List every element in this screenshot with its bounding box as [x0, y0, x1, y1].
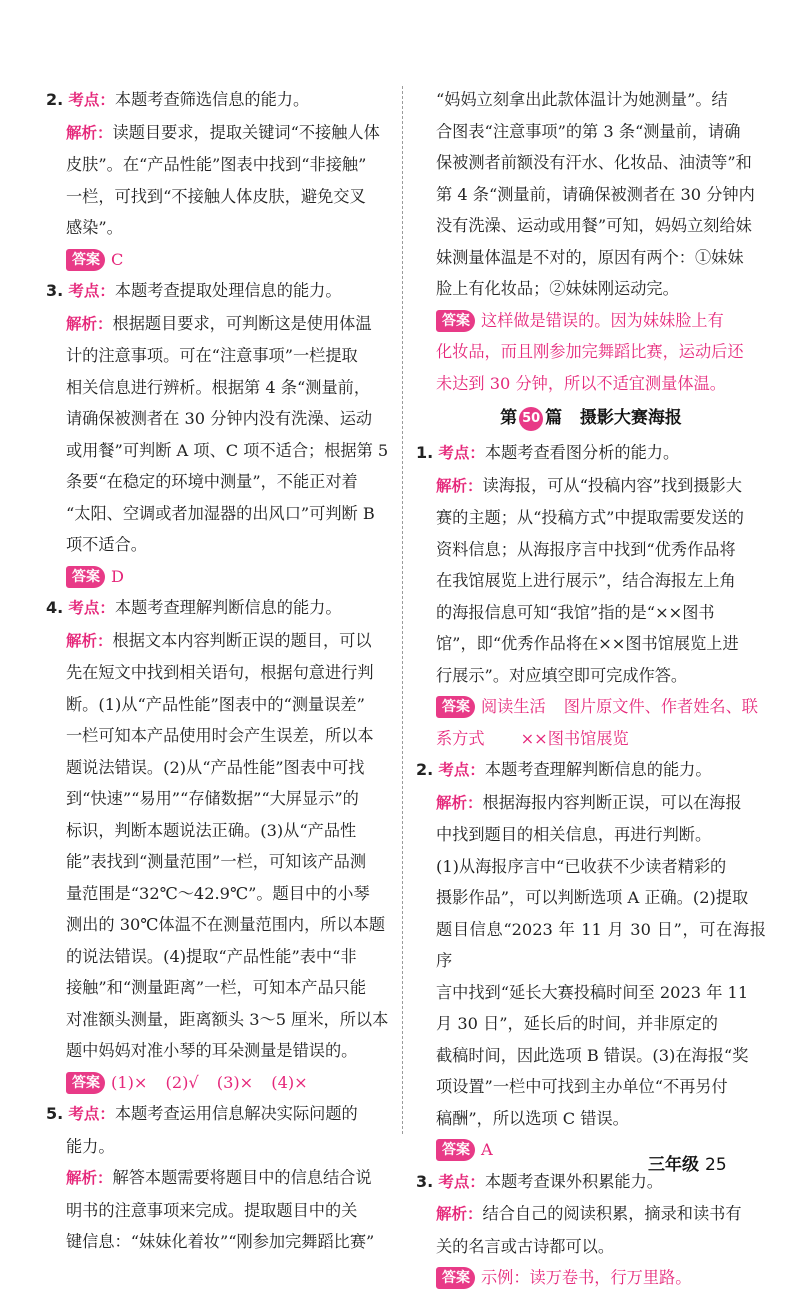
answer-text: C — [111, 249, 124, 269]
question-5-continued: “妈妈立刻拿出此款体温计为她测量”。结 合图表“注意事项”的第 3 条“测量前，请确 保被测者前额没有汗水、化妆品、油渍等”和 第 4 条“测量前，请确保被测者在 30 分钟内 没有洗澡、运动或用餐”可知，妈妈立刻给妹 妹测量体温是不对的，原因有两个：①妹妹 脸上有化妆品；②妹妹刚运动完。 答案 这样做是错误的。因为妹妹脸上有 化妆品，而且刚参加完舞蹈比赛，运动后还 未达到 30 分钟，所以不适宜测量体温。 — [436, 90, 755, 393]
answer-badge: 答案 — [66, 566, 105, 588]
answer-badge: 答案 — [436, 1139, 475, 1161]
question-2: 2. 考点：本题考查筛选信息的能力。 解析：读题目要求，提取关键词“不接触人体 皮肤”。在“产品性能”图表中找到“非接触” 一栏，可找到“不接触人体皮肤，避免交叉 感染”。 答案 C — [46, 90, 380, 269]
section-number-badge: 50 — [519, 407, 543, 431]
answer-badge: 答案 — [436, 1267, 475, 1289]
page-number: 25 — [705, 1155, 727, 1175]
grade-label: 三年级 — [648, 1155, 699, 1175]
right-column — [416, 84, 766, 1294]
answer-text: D — [111, 566, 124, 586]
answer-badge: 答案 — [66, 249, 105, 271]
answer-badge: 答案 — [436, 310, 475, 332]
left-column — [46, 84, 392, 1258]
section-title: 第 50 篇 摄影大赛海报 — [416, 399, 766, 437]
column-divider — [402, 86, 403, 1134]
answer-badge: 答案 — [436, 696, 475, 718]
question-4: 4. 考点：本题考查理解判断信息的能力。 解析：根据文本内容判断正误的题目，可以 先在短文中找到相关语句，根据句意进行判 断。(1)从“产品性能”图表中的“测量误差” 一栏可知本产品使用时会产生误差，所以本 题说法错误。(2)从“产品性能”图表中可找 到“快速”“易用”“存储数据”“大屏显示”的 标识，判断本题说法正确。(3)从“产品性 能”表找到“测量范围”一栏，可知该产品测 量范围是“32℃～42.9℃”。题目中的小琴 测出的 30℃体温不在测量范围内，所以本题 的说法错误。(4)提取“产品性能”表中“非 接触”和“测量距离”一栏，可知本产品只能 对准额头测量，距离额头 3～5 厘米，所以本 题中妈妈对准小琴的耳朵测量是错误的。 答案 (1)× (2)√ (3)× (4)× — [46, 598, 389, 1092]
question-5: 5. 考点：本题考查运用信息解决实际问题的 能力。 解析：解答本题需要将题目中的信息结合说 明书的注意事项来完成。提取题目中的关 键信息：“妹妹化着妆”“刚参加完舞蹈比赛” — [46, 1104, 375, 1251]
section50-question-3: 3. 考点：本题考查课外积累能力。 解析：结合自己的阅读积累，摘录和读书有 关的名言或古诗都可以。 答案 示例：读万卷书，行万里路。 — [416, 1171, 742, 1287]
section50-question-1: 1. 考点：本题考查看图分析的能力。 解析：读海报，可从“投稿内容”找到摄影大 赛的主题；从“投稿方式”中提取需要发送的 资料信息；从海报序言中找到“优秀作品将 在我馆展览上进行展示”，结合海报左上角 的海报信息可知“我馆”指的是“××图书 馆”，即“优秀作品将在××图书馆展览上进 行展示”。对应填空即可完成作答。 答案 阅读生活 图片原文件、作者姓名、联 系方式 ××图书馆展览 — [416, 443, 758, 748]
answer-badge: 答案 — [66, 1072, 105, 1094]
section50-question-2: 2. 考点：本题考查理解判断信息的能力。 解析：根据海报内容判断正误，可以在海报 中找到题目的相关信息，再进行判断。 (1)从海报序言中“已收获不少读者精彩的 摄影作品”，可以判断选项 A 正确。(2)提取 题目信息“2023 年 11 月 30 日”，可在海报序 言中找到“延长大赛投稿时间至 2023 年 11 月 30 日”，延长后的时间，并非原定的 截稿时间，因此选项 B 错误。(3)在海报“奖 项设置”一栏中可找到主办单位“不再另付 稿酬”，所以选项 C 错误。 答案 A — [416, 760, 766, 1159]
question-3: 3. 考点：本题考查提取处理信息的能力。 解析：根据题目要求，可判断这是使用体温 计的注意事项。可在“注意事项”一栏提取 相关信息进行辨析。根据第 4 条“测量前， 请确保被测者在 30 分钟内没有洗澡、运动 或用餐”可判断 A 项、C 项不适合；根据第 5 条要“在稳定的环境中测量”，不能正对着 “太阳、空调或者加湿器的出风口”可判断 B 项不适合。 答案 D — [46, 281, 389, 586]
page-footer — [648, 1150, 727, 1175]
